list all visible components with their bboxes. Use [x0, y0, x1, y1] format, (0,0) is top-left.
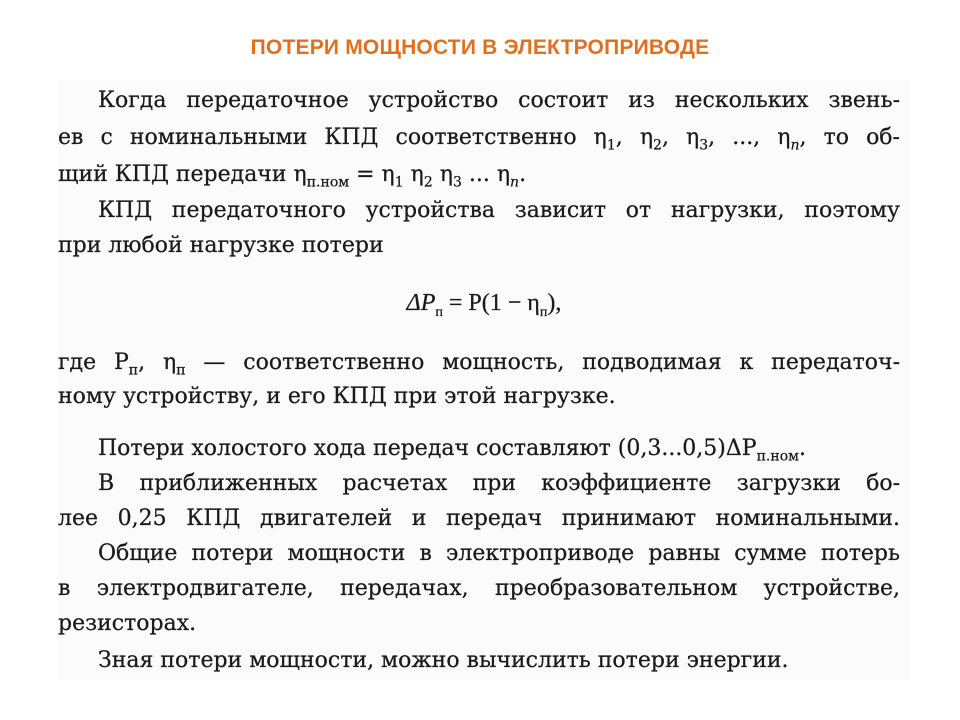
text-line: лее 0,25 КПД двигателей и передач принимают номинальными.: [58, 506, 900, 531]
text-line: В приближенных расчетах при коэффициенте загрузки бо-: [98, 471, 900, 496]
text-line: где $P_п$, $\eta_п$ — соответственно мощность, подводимая к передаточ-: [58, 350, 901, 379]
formula: $\Delta P_п = P(1 - \eta_п)$,: [406, 290, 562, 320]
text-line: щий КПД передачи $\eta_{п.ном} = \eta_1$ $\eta_2$ $\eta_3$ ... $\eta_n$.: [58, 162, 527, 191]
text-line: ному устройству, и его КПД при этой нагрузке.: [58, 384, 616, 409]
text-line: Когда передаточное устройство состоит из нескольких звень-: [98, 88, 900, 113]
slide-title: ПОТЕРИ МОЩНОСТИ В ЭЛЕКТРОПРИВОДЕ: [250, 36, 710, 59]
text-line: ев с номинальными КПД соответственно $\eta_1$, $\eta_2$, $\eta_3$, ..., $\eta_n$, то об-: [58, 125, 900, 154]
text-line: резисторах.: [58, 611, 197, 636]
text-line: Общие потери мощности в электроприводе равны сумме потерь: [98, 541, 900, 566]
scanned-text-block: [58, 80, 910, 680]
text-line: Потери холостого хода передач составляют $(0,3...0,5)\Delta P_{п.ном}$.: [98, 436, 807, 465]
text-line: КПД передаточного устройства зависит от нагрузки, поэтому: [98, 198, 900, 223]
text-line: Зная потери мощности, можно вычислить потери энергии.: [98, 648, 789, 673]
text-line: в электродвигателе, передачах, преобразовательном устройстве,: [58, 576, 900, 601]
text-line: при любой нагрузке потери: [58, 233, 384, 258]
